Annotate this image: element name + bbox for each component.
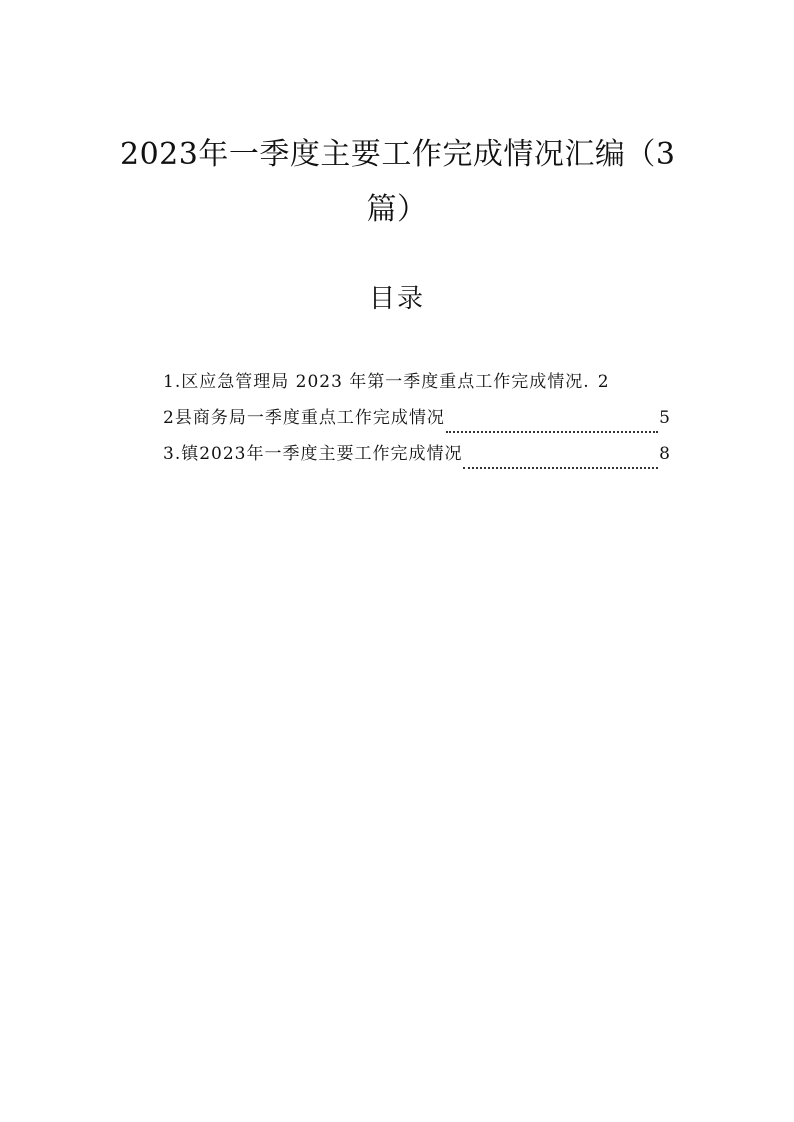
table-of-contents — [163, 370, 671, 478]
toc-entry-title: 3.镇2023年一季度主要工作完成情况 — [163, 444, 463, 464]
toc-entry[interactable] — [163, 442, 671, 478]
toc-entry-page: 5 — [659, 408, 671, 428]
toc-entry-page: 2 — [597, 372, 610, 392]
toc-entry-page: 8 — [659, 444, 671, 464]
document-title: 2023年一季度主要工作完成情况汇编（3 — [120, 137, 676, 172]
document-title-continuation: 篇） — [366, 192, 428, 227]
toc-heading: 目录 — [368, 284, 425, 314]
toc-entry[interactable] — [163, 406, 671, 442]
toc-entry[interactable] — [163, 370, 671, 406]
toc-dot-leader — [446, 427, 658, 433]
toc-entry-title: 1.区应急管理局 2023 年第一季度重点工作完成情况. — [163, 372, 590, 392]
toc-dot-leader — [463, 463, 658, 469]
toc-entry-title: 2县商务局一季度重点工作完成情况 — [163, 408, 445, 428]
